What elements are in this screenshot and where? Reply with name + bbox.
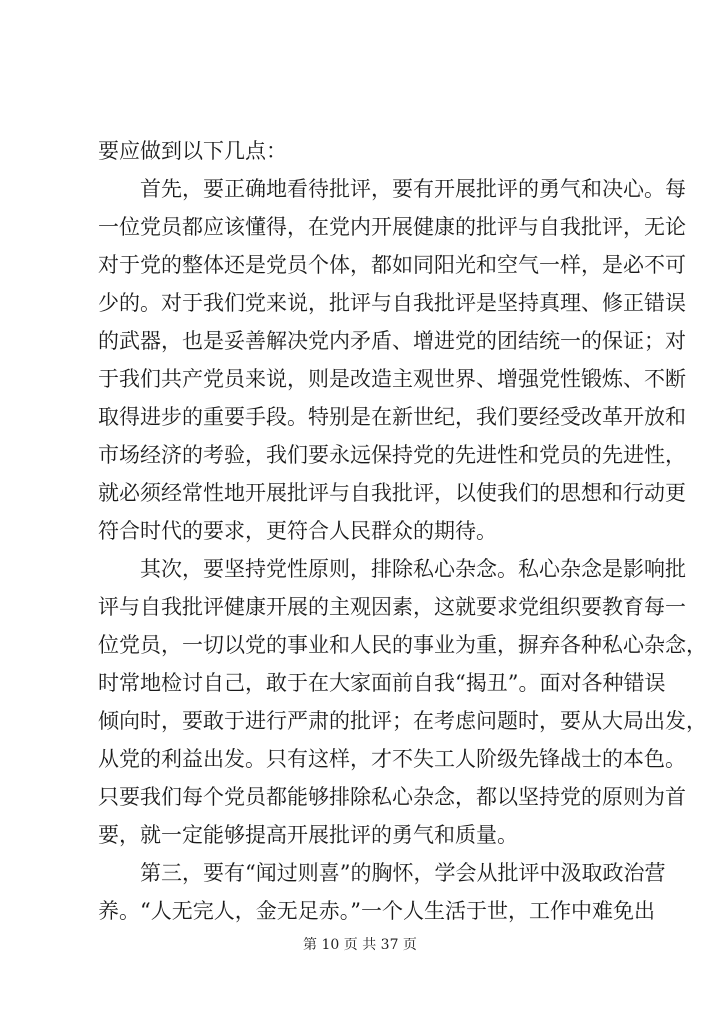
- text-line: 评与自我批评健康开展的主观因素，这就要求党组织要教育每一: [98, 595, 686, 619]
- text-line: 的武器，也是妥善解决党内矛盾、增进党的团结统一的保证；对: [98, 329, 686, 353]
- text-line: 就必须经常性地开展批评与自我批评，以使我们的思想和行动更: [98, 481, 686, 505]
- text-line: 只要我们每个党员都能够排除私心杂念，都以坚持党的原则为首: [98, 785, 686, 809]
- paragraph-start-line: 首先，要正确地看待批评，要有开展批评的勇气和决心。每: [140, 177, 686, 201]
- text-line: 取得进步的重要手段。特别是在新世纪，我们要经受改革开放和: [98, 405, 686, 429]
- text-line: 要应做到以下几点：: [98, 139, 287, 163]
- text-line: 位党员，一切以党的事业和人民的事业为重，摒弃各种私心杂念，: [98, 633, 707, 657]
- text-line: 从党的利益出发。只有这样，才不失工人阶级先锋战士的本色。: [98, 747, 686, 771]
- paragraph-start-line: 其次，要坚持党性原则，排除私心杂念。私心杂念是影响批: [140, 557, 686, 581]
- text-line: 于我们共产党员来说，则是改造主观世界、增强党性锻炼、不断: [98, 367, 686, 391]
- text-line: 市场经济的考验，我们要永远保持党的先进性和党员的先进性，: [98, 443, 686, 467]
- paragraph-start-line: 第三，要有“闻过则喜”的胸怀，学会从批评中汲取政治营: [140, 861, 666, 885]
- paragraph-end-line: 要，就一定能够提高开展批评的勇气和质量。: [98, 823, 518, 847]
- text-line: 时常地检讨自己，敢于在大家面前自我“揭丑”。面对各种错误: [98, 671, 666, 695]
- text-line: 养。“人无完人，金无足赤。”一个人生活于世，工作中难免出: [98, 899, 655, 923]
- page-number-footer: 第 10 页 共 37 页: [303, 937, 417, 953]
- text-line: 少的。对于我们党来说，批评与自我批评是坚持真理、修正错误: [98, 291, 686, 315]
- paragraph-end-line: 符合时代的要求，更符合人民群众的期待。: [98, 519, 497, 543]
- text-line: 倾向时，要敢于进行严肃的批评；在考虑问题时，要从大局出发，: [98, 709, 707, 733]
- text-line: 一位党员都应该懂得，在党内开展健康的批评与自我批评，无论: [98, 215, 686, 239]
- text-line: 对于党的整体还是党员个体，都如同阳光和空气一样，是必不可: [98, 253, 686, 277]
